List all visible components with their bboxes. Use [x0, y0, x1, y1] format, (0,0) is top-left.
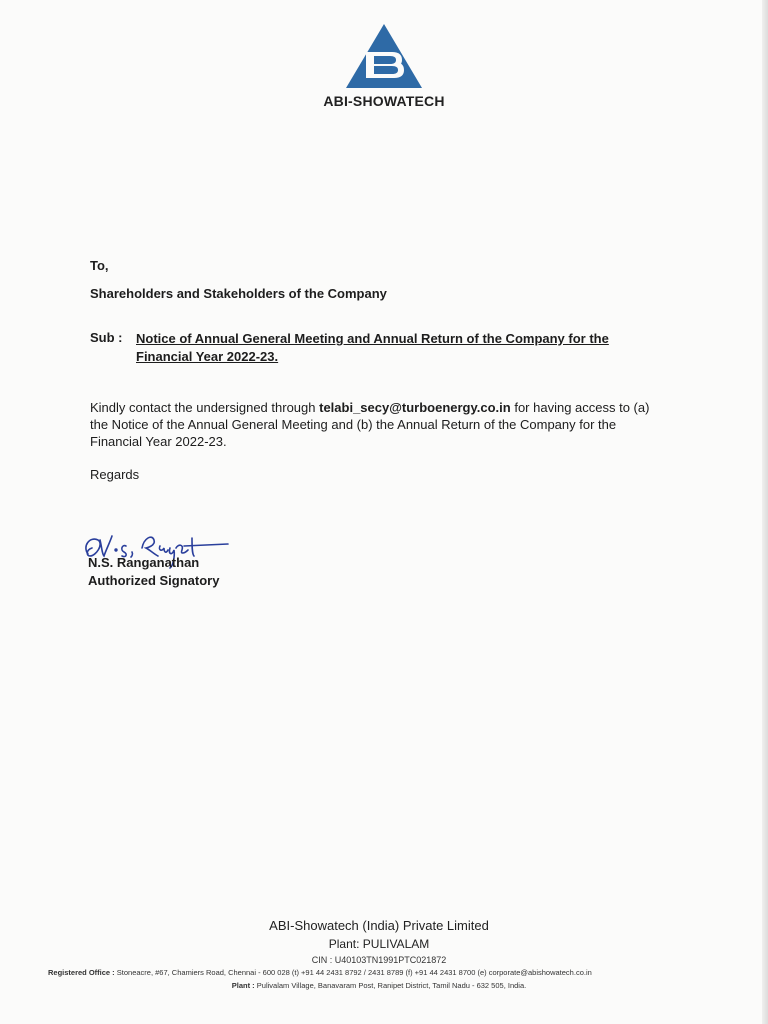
plant-address-label: Plant : [231, 981, 255, 990]
subject-text: Notice of Annual General Meeting and Annual Return of the Company for the Financial Year 2022-23. [136, 331, 609, 364]
plant-address: Pulivalam Village, Banavaram Post, Ranipet District, Tamil Nadu - 632 505, India. [254, 981, 527, 990]
closing: Regards [90, 467, 140, 482]
footer-cin: CIN : U40103TN1991PTC021872 [311, 955, 447, 965]
footer-registered-office [48, 968, 718, 977]
signatory-title: Authorized Signatory [88, 573, 220, 588]
salutation: To, [90, 258, 109, 273]
company-logo-icon [344, 22, 424, 90]
body-after-email: for having access to (a) the Notice of the Annual General Meeting and (b) the Annual Return of the Company for the Financial Year 2022-23. [90, 400, 650, 449]
registered-office-address: Stoneacre, #67, Chamiers Road, Chennai - 600 028 (t) +91 44 2431 8792 / 2431 8789 (f) +91 44 2431 8700 (e) corporate@abishowatech.co.in [114, 968, 592, 977]
signatory-name: N.S. Ranganathan [88, 555, 200, 570]
brand-name: ABI-SHOWATECH [323, 93, 445, 109]
footer-company-name: ABI-Showatech (India) Private Limited [269, 918, 489, 933]
addressee: Shareholders and Stakeholders of the Company [90, 286, 387, 301]
contact-email: telabi_secy@turboenergy.co.in [319, 400, 511, 415]
footer-plant-address [0, 981, 758, 990]
registered-office-label: Registered Office : [48, 968, 115, 977]
body-before-email: Kindly contact the undersigned through [90, 400, 320, 415]
subject-label: Sub : [90, 330, 123, 345]
letter-body [90, 399, 650, 450]
page-edge-shadow [762, 0, 768, 1024]
footer-plant: Plant: PULIVALAM [328, 937, 430, 951]
